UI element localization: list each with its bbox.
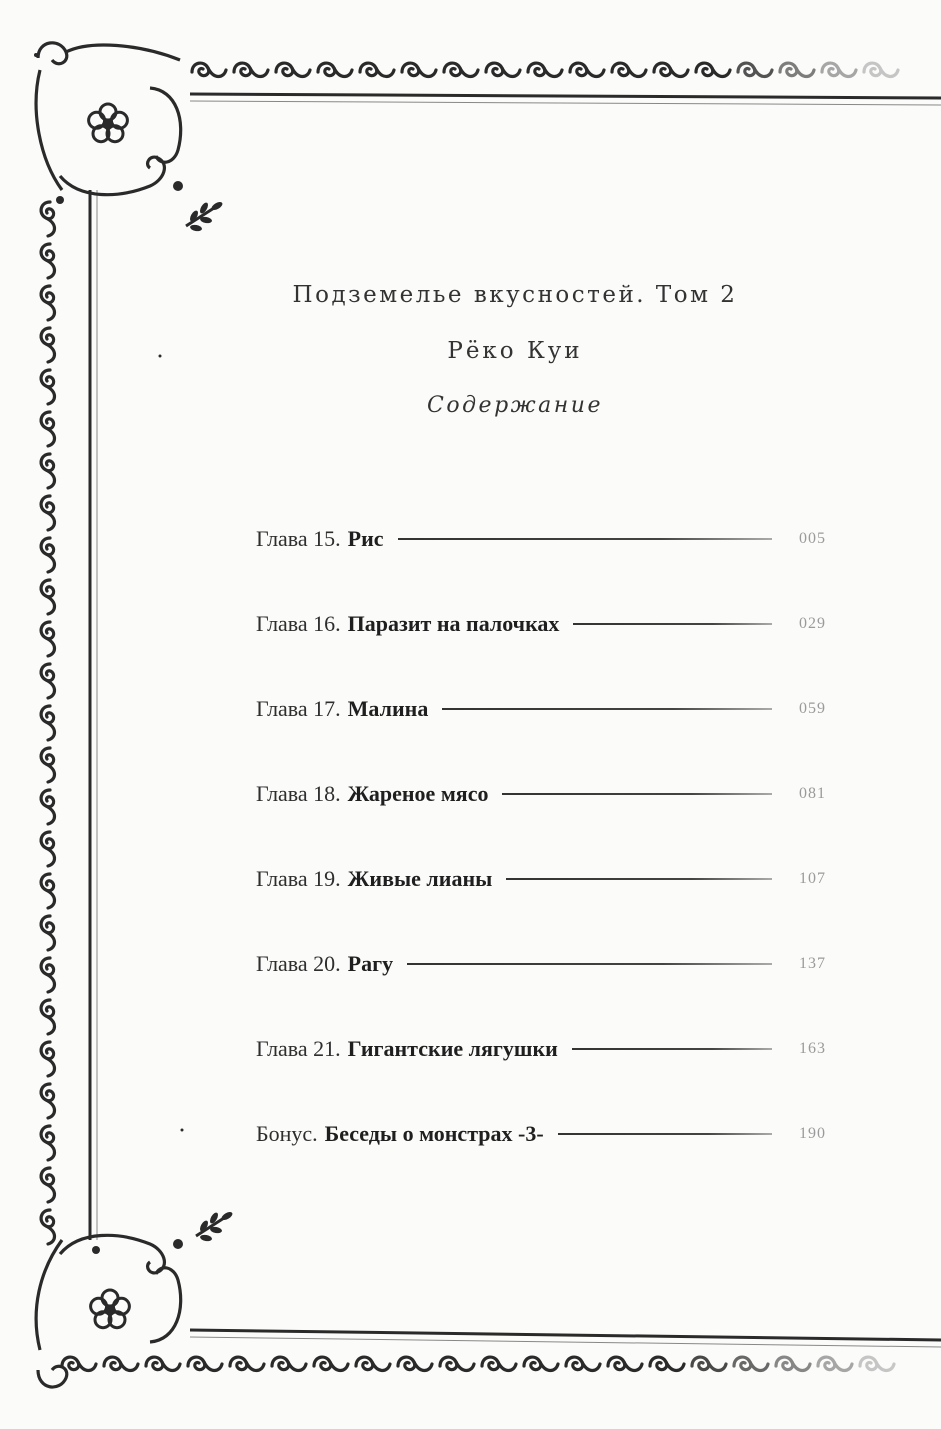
- toc-page-number: 005: [799, 529, 826, 547]
- toc-prefix: Глава 19.: [256, 865, 341, 891]
- toc-page-number: 137: [799, 954, 826, 972]
- flower-icon: [89, 104, 128, 142]
- leaf-sprig-icon: [196, 1210, 234, 1242]
- toc-prefix: Глава 17.: [256, 695, 341, 721]
- author-name: Рёко Куи: [447, 338, 583, 364]
- dot-leader: [502, 793, 772, 795]
- toc-entry[interactable]: [256, 751, 826, 836]
- toc-page-number: 190: [799, 1124, 826, 1142]
- toc-title: Рис: [347, 525, 384, 551]
- contents-heading: Содержание: [427, 393, 603, 418]
- toc-prefix: Глава 16.: [256, 610, 341, 636]
- toc-page-number: 107: [799, 869, 826, 887]
- toc-title: Гигантские лягушки: [347, 1035, 558, 1061]
- toc-title: Рагу: [347, 950, 394, 976]
- book-title: Подземелье вкусностей. Том 2: [292, 282, 738, 308]
- toc-page-number: 163: [799, 1039, 826, 1057]
- toc-prefix: Глава 20.: [256, 950, 341, 976]
- toc-entry[interactable]: [256, 836, 826, 921]
- toc-title: Жареное мясо: [347, 780, 489, 806]
- top-border: [190, 63, 941, 105]
- toc-entry[interactable]: [256, 1006, 826, 1091]
- toc-prefix: Бонус.: [256, 1120, 318, 1146]
- dot-leader: [572, 1048, 772, 1050]
- dot-leader: [573, 623, 772, 625]
- dot-leader: [558, 1133, 772, 1135]
- toc-entry[interactable]: [256, 666, 826, 751]
- toc-entry[interactable]: [256, 921, 826, 1006]
- toc-prefix: Глава 18.: [256, 780, 341, 806]
- toc-title: Живые лианы: [347, 865, 493, 891]
- dot-leader: [506, 878, 772, 880]
- toc-prefix: Глава 15.: [256, 525, 341, 551]
- bottom-border: [62, 1330, 941, 1371]
- toc-title: Беседы о монстрах -3-: [324, 1120, 544, 1146]
- toc-entry[interactable]: [256, 581, 826, 666]
- toc-entry[interactable]: [256, 1091, 826, 1176]
- dot-leader: [407, 963, 772, 965]
- table-of-contents: [256, 496, 826, 1176]
- toc-prefix: Глава 21.: [256, 1035, 341, 1061]
- leaf-sprig-icon: [186, 200, 224, 232]
- left-border: [41, 190, 97, 1244]
- toc-page-number: 081: [799, 784, 826, 802]
- toc-title: Паразит на палочках: [347, 610, 560, 636]
- toc-page-number: 059: [799, 699, 826, 717]
- toc-entry[interactable]: [256, 496, 826, 581]
- top-left-corner: [36, 43, 224, 232]
- dot-leader: [398, 538, 772, 540]
- toc-title: Малина: [347, 695, 429, 721]
- toc-page-number: 029: [799, 614, 826, 632]
- dot-leader: [442, 708, 772, 710]
- flower-icon: [91, 1290, 130, 1328]
